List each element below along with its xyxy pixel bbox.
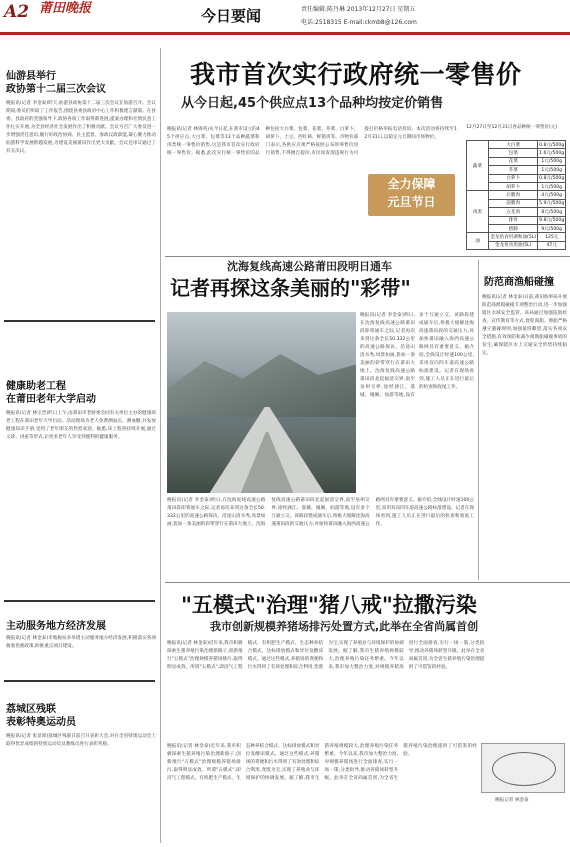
story1-headline-line1: 仙游县举行 [6,71,56,82]
price-item: 后腿肉 [489,191,538,199]
price-item: 猪蹄 [489,224,538,232]
holiday-banner [368,174,455,216]
price-item: 芥菜 [489,166,538,174]
section-divider [165,582,570,583]
price-group: 肉类 [467,191,489,233]
price-value: 0.8元/500g [538,141,566,149]
pig-photo-credit: 晚报记者 林金泰 [495,798,529,803]
story4-headline-line2: 表彰特奥运动员 [6,717,76,728]
masthead [0,0,570,40]
price-value: 0.8元/500g [538,174,566,182]
price-item: 花菜 [489,157,538,165]
price-table-box [466,125,566,283]
story2-body: 晚报讯(记者 林宝晋)昨日上午,由莆田市老龄委会同有关单位主办的健康助老工程在莆田老年大学启动。活动现场为老人免费测血压、测血糖,并发放健康知识手册,受到了老年朋友的热烈欢迎。据悉,该工程将持续开展,通过义诊、讲座等形式,让更多老年人享受到便利的健康服务。 [6,411,156,440]
section-divider [165,256,570,257]
highway-subhead: 沈海复线高速公路莆田段明日通车 [227,260,392,273]
column-divider [478,260,479,580]
pig-subhead: 我市创新规模养猪场排污处置方式,此举在全省尚属首创 [210,620,479,633]
price-value: 1元/500g [538,182,566,190]
story1-body: 晚报讯(记者 李金泰)昨天,仙游县政协第十二届三次会议在仙游召开。会议期间,委员们听取了工作报告,围绕县委县政府中心工作积极建言献策。在县委、县政府的坚强领导下,政协各项工作取得新进展,提案办理和社情民意工作扎实开展,为全县经济社会发展作出了积极贡献。会议号召广大委员进一步增强责任意识,履行好政治协商、民主监督、参政议政职能,凝心聚力推动仙游科学发展跨越发展,为建设美丽莆田作出更大贡献。会议还审议通过了有关决议。 [6,101,156,154]
main-subhead: 从今日起,45个供应点13个品种均按定价销售 [181,96,444,111]
price-value: 47元 [538,241,566,249]
highway-photo [167,312,356,493]
pig-body: 晚报讯(记者 林金泰)近年来,我市积极探索生猪养殖污染治理新路子,创新推行"五模式"治理规模养猪场排污,取得明显成效。所谓"五模式",即沼气工程模式、有机肥生产模式、生态种养结合模式、达标排放模式和异位发酵床模式。通过这些模式,养猪场的粪便和污水得到了有效处理和综合利用,变废为宝,实现了养殖业与环境保护的协调发展。据了解,我市生猪养殖规模较大,治理养殖污染任务繁重。今年以来,我市加大整治力度,对规模养猪场进行全面排查,实行一场一策,分类指导,推动养猪场转型升级。此举在全省尚属首创,为全省生猪养殖污染治理提供了可借鉴的经验。 [167,641,485,670]
pig-body-continued: 晚报讯(记者 林金泰)近年来,我市积极探索生猪养殖污染治理新路子,创新推行"五模式"治理规模养猪场排污,取得明显成效。所谓"五模式",即沼气工程模式、有机肥生产模式、生态种养结合模式、达标排放模式和异位发酵床模式。通过这些模式,养猪场的粪便和污水得到了有效处理和综合利用,变废为宝,实现了养殖业与环境保护的协调发展。据了解,我市生猪养殖规模较大,治理养殖污染任务繁重。今年以来,我市加大整治力度,对规模养猪场进行全面排查,实行一场一策,分类指导,推动养猪场转型升级。此举在全省尚属首创,为全省生猪养殖污染治理提供了可借鉴的经验。 [167,744,477,781]
page-code: A2 [4,2,30,22]
header-rule [0,32,570,35]
price-item: 胡萝卜 [489,182,538,190]
price-value: 125元 [538,233,566,241]
price-value: 4元/500g [538,191,566,199]
highway-body-bottom: 晚报讯(记者 李金泰)明日,在沈海复线高速公路莆田段即将通车之际,记者再次来到这条全长50.332公里的高速公路探访。沿途山清水秀,风景如画,犹如一条美丽的彩带穿行在莆田大地上。沈海复线高速公路莆田段北起福清交界,南至泉州交界,途经涵江、荔城、城厢、仙游等地,设有多个互通立交。该路段建成通车后,将极大缓解沈海高速莆田段的交通压力,对加快莆田融入海西高速公路网具有重要意义。据介绍,全线设计时速100公里,采用双向四车道高速公路标准建设。记者在现场看到,施工人员正在进行最后的检查和收尾工作。 [167,498,474,527]
highway-body-right: 晚报讯(记者 李金泰)明日,在沈海复线高速公路莆田段即将通车之际,记者再次来到这条全长50.332公里的高速公路探访。沿途山清水秀,风景如画,犹如一条美丽的彩带穿行在莆田大地上。沈海复线高速公路莆田段北起福清交界,南至泉州交界,途经涵江、荔城、城厢、仙游等地,设有多个互通立交。该路段建成通车后,将极大缓解沈海高速莆田段的交通压力,对加快莆田融入海西高速公路网具有重要意义。据介绍,全线设计时速100公里,采用双向四车道高速公路标准建设。记者在现场看到,施工人员正在进行最后的检查和收尾工作。 [360,313,474,398]
main-headline: 我市首次实行政府统一零售价 [190,60,522,89]
editor-date-line: 责任编辑:陈丹琳 2013年12月27日 星期五 [301,6,416,13]
story3-body: 晚报讯(记者 林金泰)市地税局多举措主动服务地方经济发展,积极落实各项税收优惠政策,助推重点项目建设。 [6,636,156,649]
price-item: 前腿肉 [489,199,538,207]
price-item: 金龙鱼食用调和油(5L) [489,233,538,241]
price-table-title: 12月27日至12月31日各品种统一零售价(元) [466,125,558,130]
contact-line: 电话:2518315 E-mail:ckmb8@126.com [301,19,417,26]
flood-headline: 防范商渔船碰撞 [484,277,554,288]
story2-headline-line1: 健康助老工程 [6,381,66,392]
banner-line1: 全力保障 [387,177,436,191]
section-divider [4,680,155,682]
price-item: 五花肉 [489,208,538,216]
paper-name-logo: 莆田晚报 [39,1,92,16]
story4-headline-line1: 荔城区残联 [6,704,56,715]
story3-headline: 主动服务地方经济发展 [6,621,106,632]
price-group: 蔬菜 [467,141,489,191]
section-divider [4,320,155,322]
banner-line2: 元旦节日 [387,195,436,209]
price-item: 白萝卜 [489,174,538,182]
section-title: 今日要闻 [201,7,262,25]
price-value: 1元/500g [538,166,566,174]
story2-headline-line2: 在莆田老年大学启动 [6,394,96,405]
price-value: 1.6元/500g [538,149,566,157]
flood-body: 晚报讯(记者 林金泰)日前,莆田海事局开展防范商渔船碰撞专项整治行动,进一步加强辖区水域安全监管。该局通过加强巡航检查、宣传教育等方式,督促商船、渔船严格遵守避碰规则,加强值班瞭望,落实各项安全措施,有效预防和减少商渔船碰撞事故的发生,确保辖区水上交通安全形势持续稳定。 [482,295,567,356]
price-group: 油 [467,233,489,250]
price-item: 排骨 [489,216,538,224]
pig-ink-illustration [481,743,565,793]
price-item: 大白菜 [489,141,538,149]
price-item: 包菜 [489,149,538,157]
price-row [467,141,566,149]
main-story-body: 晚报讯(记者 林锦英)从今日起,在我市设立的45个供应点,大白菜、包菜等13个品种蔬菜和肉类统一零售价销售,这是我市首次实行政府统一零售价。据悉,此次实行统一零售价的品种包括大白菜、包菜、花菜、芥菜、白萝卜、胡萝卜、土豆、西红柿、鲜猪肉等。市物价部门表示,各供应点须严格按照公布的零售价进行销售,不得擅自提价,市民如发现违规行为可拨打价格举报电话投诉。本次活动将持续至12月31日,以稳定元旦期间市场物价。 [167,127,457,156]
price-item: 金龙鱼食用油(5L) [489,241,538,249]
pig-headline: "五模式"治理"猪八戒"拉撒污染 [181,593,477,617]
price-value: 9元/500g [538,224,566,232]
price-value: 8元/500g [538,208,566,216]
story4-body: 晚报讯(记者 张显锋)荔城区残联日前召开表彰大会,对在全省特奥运动会上取得优异成绩的特奥运动员及教练员进行表彰奖励。 [6,734,156,747]
price-row [467,191,566,199]
column-divider [160,48,161,843]
price-value: 1元/500g [538,157,566,165]
story1-headline-line2: 政协第十二届三次会议 [6,84,106,95]
price-row [467,233,566,241]
highway-headline: 记者再探这条美丽的"彩带" [170,276,411,300]
price-table [466,140,566,250]
price-value: 9.8元/500g [538,216,566,224]
price-value: 5.9元/500g [538,199,566,207]
section-divider [4,600,155,602]
